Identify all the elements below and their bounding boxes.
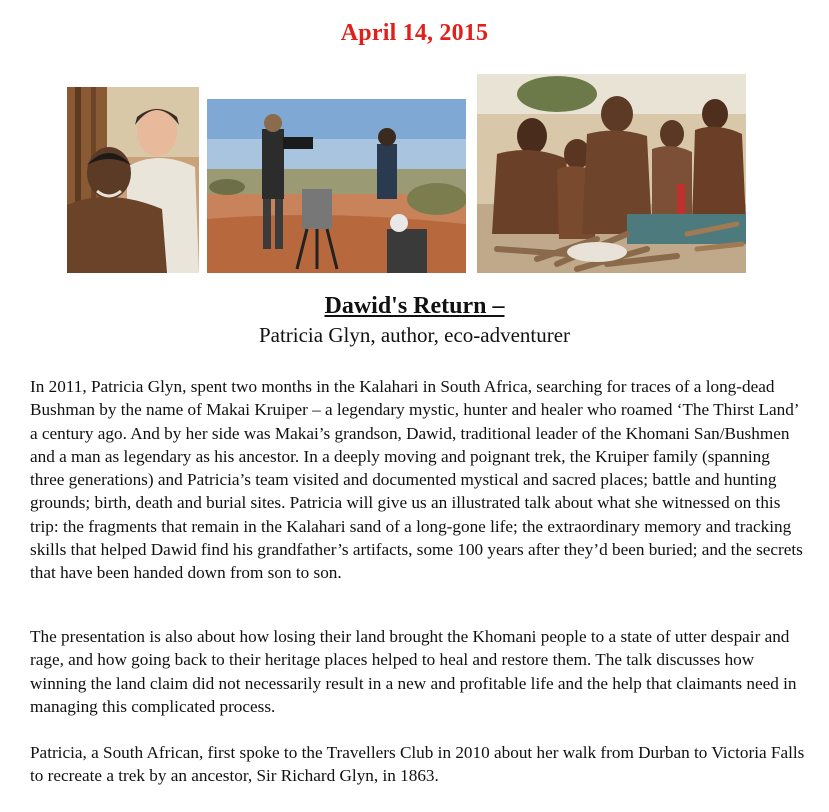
body-paragraph-1: In 2011, Patricia Glyn, spent two months in the Kalahari in South Africa, searching for traces of a long-dead Bushman by the name of Makai Kruiper – a legendary mystic, hunter and healer who roamed ‘The Thirst Land’ a century ago. And by her side was Makai’s grandson, Dawid, traditional leader of the Khomani San/Bushmen and a man as legendary as his ancestor. In a deeply moving and poignant trek, the Kruiper family (spanning three generations) and Patricia’s team visited and documented mystical and sacred places; battle and hunting grounds; birth, death and burial sites. Patricia will give us an illustrated talk about what she witnessed on this trip: the fragments that remain in the Kalahari sand of a long-gone life; the extraordinary memory and tracking skills that helped Dawid find his grandfather’s artifacts, some 100 years after they’d been buried; and the secrets that have been handed down from son to son. (30, 377, 803, 583)
photo-kruiper-family (477, 74, 746, 273)
photo-patricia-and-dawid (67, 87, 199, 273)
article-title: Dawid's Return – (324, 293, 505, 319)
body-paragraph-2: The presentation is also about how losing their land brought the Khomani people to a state of utter despair and rage, and how going back to their heritage places helped to heal and restore them. The talk discusses how winning the land claim did not necessarily result in a new and profitable life and the help that claimants need in managing this complicated process. (30, 627, 797, 716)
article-subtitle: Patricia Glyn, author, eco-adventurer (258, 323, 571, 347)
body-paragraph-3: Patricia, a South African, first spoke to the Travellers Club in 2010 about her walk from Durban to Victoria Falls to recreate a trek by an ancestor, Sir Richard Glyn, in 1863. (30, 743, 805, 786)
photo-film-crew (207, 99, 466, 273)
event-date: April 14, 2015 (340, 20, 489, 46)
